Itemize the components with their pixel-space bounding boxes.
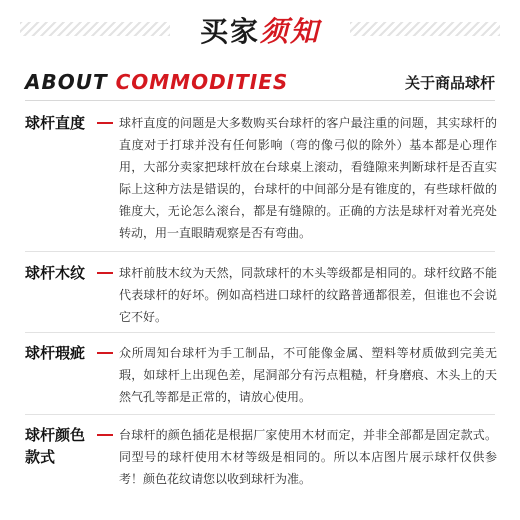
accent-dash xyxy=(97,122,113,124)
item-divider xyxy=(25,332,495,333)
notice-text: 球杆直度的问题是大多数购买台球杆的客户最注重的问题，其实球杆的直度对于打球并没有任何影响（弯的像弓似的除外）基本都是心理作用，大部分卖家把球杆放在台球桌上滚动，看缝隙来判断球杆是否直实际上这种方法是错误的，台球杆的中间部分是有锥度的，有些球杆做的锥度大，无论怎么滚台，都是有缝隙的。正确的方法是球杆对着光亮处转动，用一直眼睛观察是否有弯曲。 xyxy=(119,116,497,240)
page-title-part-b: 须知 xyxy=(260,15,321,48)
commodities-word: COMMODITIES xyxy=(115,70,289,94)
about-word: ABOUT xyxy=(25,70,108,94)
page-title xyxy=(0,10,520,50)
item-divider xyxy=(25,251,495,252)
notice-label: 球杆木纹 xyxy=(25,264,86,282)
page-title-part-a: 买家 xyxy=(199,15,260,48)
section-subtitle: 关于商品球杆 xyxy=(404,74,495,92)
accent-dash xyxy=(97,434,113,436)
item-divider xyxy=(25,414,495,415)
accent-dash xyxy=(97,272,113,274)
section-header xyxy=(25,70,495,100)
header-divider xyxy=(25,100,495,101)
notice-item-wood-grain xyxy=(25,262,497,328)
accent-dash xyxy=(97,352,113,354)
notice-text: 众所周知台球杆为手工制品，不可能像金属、塑料等材质做到完美无瑕，如球杆上出现色差，尾洞部分有污点粗糙，杆身磨痕、木头上的天然气孔等都是正常的，请放心使用。 xyxy=(119,346,497,404)
notice-item-flaws xyxy=(25,342,497,408)
notice-item-straightness xyxy=(25,112,497,252)
about-commodities-heading xyxy=(25,70,288,94)
notice-label: 球杆瑕疵 xyxy=(25,344,86,362)
notice-label: 球杆颜色款式 xyxy=(25,426,86,466)
notice-text: 台球杆的颜色插花是根据厂家使用木材而定，并非全部都是固定款式。同型号的球杆使用木材等级是相同的。所以本店图片展示球杆仅供参考！颜色花纹请您以收到球杆为准。 xyxy=(119,428,497,486)
notice-text: 球杆前肢木纹为天然，同款球杆的木头等级都是相同的。球杆纹路不能代表球杆的好坏。例如高档进口球杆的纹路普通都很差，但谁也不会说它不好。 xyxy=(119,266,497,324)
notice-label: 球杆直度 xyxy=(25,114,86,132)
notice-item-color-style xyxy=(25,424,497,494)
header-banner xyxy=(0,0,520,56)
